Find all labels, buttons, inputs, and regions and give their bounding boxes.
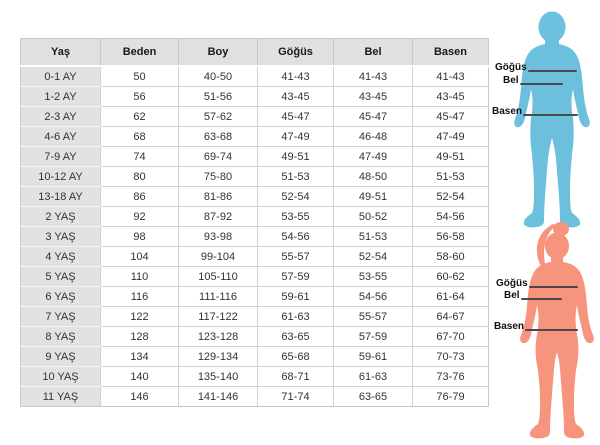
value-cell: 51-53 (334, 227, 413, 247)
value-cell: 43-45 (258, 87, 334, 107)
value-cell: 80 (101, 167, 179, 187)
column-header: Boy (179, 39, 258, 67)
row-age-cell: 9 YAŞ (21, 347, 101, 367)
table-row (21, 287, 489, 307)
row-age-cell: 2 YAŞ (21, 207, 101, 227)
row-age-cell: 2-3 AY (21, 107, 101, 127)
boy-silhouette-icon (500, 7, 600, 229)
value-cell: 41-43 (258, 66, 334, 87)
value-cell: 135-140 (179, 367, 258, 387)
column-header: Yaş (21, 39, 101, 67)
value-cell: 117-122 (179, 307, 258, 327)
table-row (21, 327, 489, 347)
table-header-row (21, 39, 489, 67)
value-cell: 76-79 (413, 387, 489, 407)
value-cell: 63-68 (179, 127, 258, 147)
value-cell: 49-51 (258, 147, 334, 167)
girl-waist-line (521, 298, 562, 300)
row-age-cell: 10 YAŞ (21, 367, 101, 387)
value-cell: 56 (101, 87, 179, 107)
table-row (21, 127, 489, 147)
row-age-cell: 5 YAŞ (21, 267, 101, 287)
value-cell: 41-43 (334, 66, 413, 87)
boy-waist-measure (503, 75, 563, 86)
value-cell: 68 (101, 127, 179, 147)
table-row (21, 267, 489, 287)
value-cell: 57-59 (334, 327, 413, 347)
value-cell: 43-45 (334, 87, 413, 107)
boy-hips-label: Basen (492, 106, 523, 117)
value-cell: 70-73 (413, 347, 489, 367)
size-chart-table (20, 38, 489, 407)
value-cell: 54-56 (258, 227, 334, 247)
value-cell: 146 (101, 387, 179, 407)
value-cell: 49-51 (413, 147, 489, 167)
value-cell: 71-74 (258, 387, 334, 407)
boy-waist-label: Bel (503, 75, 519, 86)
girl-waist-measure (504, 290, 562, 301)
row-age-cell: 6 YAŞ (21, 287, 101, 307)
value-cell: 92 (101, 207, 179, 227)
row-age-cell: 1-2 AY (21, 87, 101, 107)
value-cell: 140 (101, 367, 179, 387)
value-cell: 105-110 (179, 267, 258, 287)
value-cell: 59-61 (334, 347, 413, 367)
column-header: Bel (334, 39, 413, 67)
boy-chest-label: Göğüs (495, 62, 527, 73)
value-cell: 49-51 (334, 187, 413, 207)
table-row (21, 167, 489, 187)
boy-hips-line (523, 114, 578, 116)
row-age-cell: 8 YAŞ (21, 327, 101, 347)
value-cell: 40-50 (179, 66, 258, 87)
table-row (21, 307, 489, 327)
value-cell: 47-49 (334, 147, 413, 167)
boy-figure (500, 7, 600, 229)
table-row (21, 187, 489, 207)
value-cell: 59-61 (258, 287, 334, 307)
value-cell: 64-67 (413, 307, 489, 327)
boy-hips-measure (492, 106, 578, 117)
value-cell: 51-53 (413, 167, 489, 187)
value-cell: 47-49 (258, 127, 334, 147)
table-row (21, 207, 489, 227)
boy-waist-line (520, 83, 563, 85)
value-cell: 61-63 (258, 307, 334, 327)
value-cell: 57-62 (179, 107, 258, 127)
row-age-cell: 4 YAŞ (21, 247, 101, 267)
girl-chest-measure (496, 278, 578, 289)
value-cell: 60-62 (413, 267, 489, 287)
girl-waist-label: Bel (504, 290, 520, 301)
column-header: Beden (101, 39, 179, 67)
value-cell: 134 (101, 347, 179, 367)
table-row (21, 107, 489, 127)
girl-chest-line (529, 286, 578, 288)
value-cell: 54-56 (413, 207, 489, 227)
girl-hips-label: Basen (494, 321, 525, 332)
table-row (21, 367, 489, 387)
row-age-cell: 4-6 AY (21, 127, 101, 147)
value-cell: 67-70 (413, 327, 489, 347)
value-cell: 53-55 (334, 267, 413, 287)
column-header: Göğüs (258, 39, 334, 67)
value-cell: 50-52 (334, 207, 413, 227)
row-age-cell: 7-9 AY (21, 147, 101, 167)
value-cell: 99-104 (179, 247, 258, 267)
table-row (21, 66, 489, 87)
value-cell: 50 (101, 66, 179, 87)
value-cell: 128 (101, 327, 179, 347)
table-row (21, 147, 489, 167)
value-cell: 48-50 (334, 167, 413, 187)
value-cell: 55-57 (334, 307, 413, 327)
value-cell: 53-55 (258, 207, 334, 227)
value-cell: 47-49 (413, 127, 489, 147)
value-cell: 46-48 (334, 127, 413, 147)
girl-chest-label: Göğüs (496, 278, 528, 289)
value-cell: 110 (101, 267, 179, 287)
value-cell: 98 (101, 227, 179, 247)
value-cell: 41-43 (413, 66, 489, 87)
row-age-cell: 10-12 AY (21, 167, 101, 187)
value-cell: 45-47 (258, 107, 334, 127)
table-row (21, 247, 489, 267)
value-cell: 81-86 (179, 187, 258, 207)
value-cell: 62 (101, 107, 179, 127)
value-cell: 45-47 (334, 107, 413, 127)
value-cell: 55-57 (258, 247, 334, 267)
value-cell: 111-116 (179, 287, 258, 307)
value-cell: 61-64 (413, 287, 489, 307)
row-age-cell: 7 YAŞ (21, 307, 101, 327)
column-header: Basen (413, 39, 489, 67)
value-cell: 68-71 (258, 367, 334, 387)
value-cell: 123-128 (179, 327, 258, 347)
value-cell: 51-53 (258, 167, 334, 187)
table-row (21, 87, 489, 107)
value-cell: 54-56 (334, 287, 413, 307)
row-age-cell: 11 YAŞ (21, 387, 101, 407)
value-cell: 61-63 (334, 367, 413, 387)
table-row (21, 347, 489, 367)
boy-chest-measure (495, 62, 577, 73)
girl-hips-line (525, 329, 578, 331)
value-cell: 74 (101, 147, 179, 167)
table-row (21, 227, 489, 247)
girl-hips-measure (494, 321, 578, 332)
value-cell: 141-146 (179, 387, 258, 407)
value-cell: 52-54 (413, 187, 489, 207)
value-cell: 116 (101, 287, 179, 307)
value-cell: 57-59 (258, 267, 334, 287)
value-cell: 63-65 (258, 327, 334, 347)
row-age-cell: 3 YAŞ (21, 227, 101, 247)
boy-chest-line (528, 70, 577, 72)
value-cell: 65-68 (258, 347, 334, 367)
value-cell: 58-60 (413, 247, 489, 267)
value-cell: 51-56 (179, 87, 258, 107)
value-cell: 86 (101, 187, 179, 207)
value-cell: 52-54 (258, 187, 334, 207)
value-cell: 69-74 (179, 147, 258, 167)
value-cell: 45-47 (413, 107, 489, 127)
row-age-cell: 13-18 AY (21, 187, 101, 207)
value-cell: 93-98 (179, 227, 258, 247)
value-cell: 104 (101, 247, 179, 267)
value-cell: 122 (101, 307, 179, 327)
value-cell: 73-76 (413, 367, 489, 387)
value-cell: 75-80 (179, 167, 258, 187)
value-cell: 63-65 (334, 387, 413, 407)
row-age-cell: 0-1 AY (21, 66, 101, 87)
value-cell: 52-54 (334, 247, 413, 267)
value-cell: 87-92 (179, 207, 258, 227)
table-row (21, 387, 489, 407)
value-cell: 129-134 (179, 347, 258, 367)
value-cell: 56-58 (413, 227, 489, 247)
value-cell: 43-45 (413, 87, 489, 107)
